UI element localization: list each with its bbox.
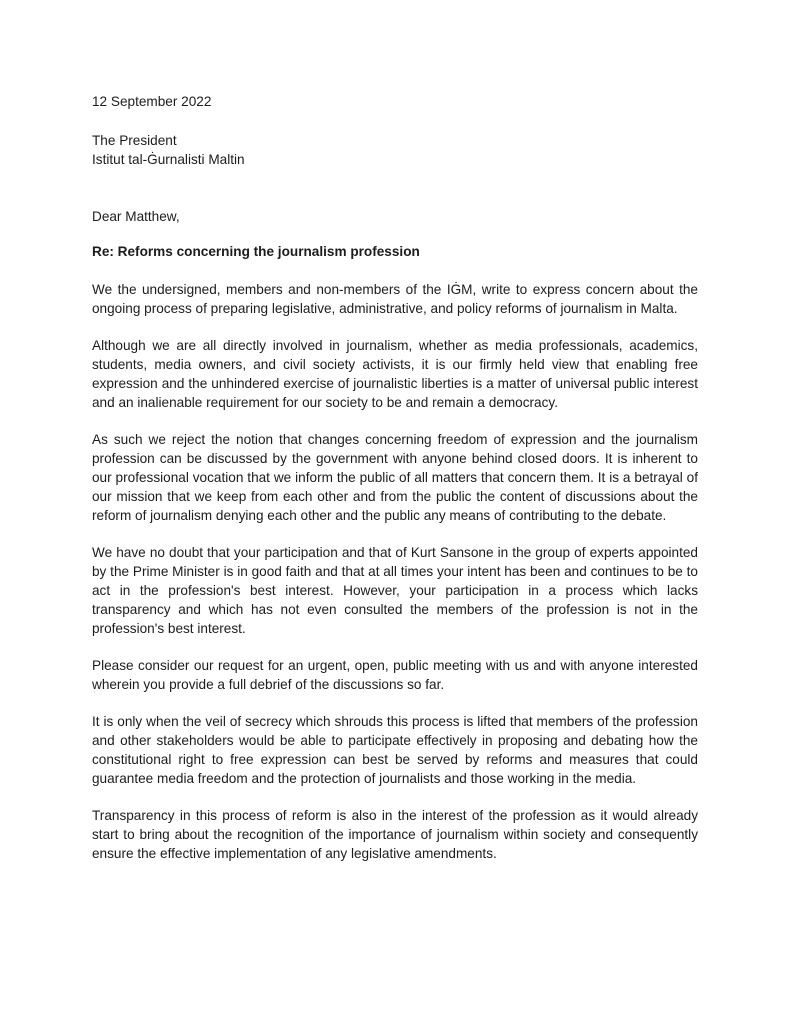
body-paragraph: Please consider our request for an urgent, open, public meeting with us and with anyone interested wherein you provide a full debrief of the discussions so far.	[92, 658, 698, 692]
recipient-block	[92, 131, 698, 169]
letter-date: 12 September 2022	[92, 94, 212, 109]
body-paragraph: It is only when the veil of secrecy which shrouds this process is lifted that members of the profession and other stakeholders would be able to participate effectively in proposing and debating how the constitutional right to free expression can best be served by reforms and measures that could guarantee media freedom and the protection of journalists and those working in the media.	[92, 714, 698, 786]
recipient-title: The President	[92, 133, 177, 148]
body-paragraph: Although we are all directly involved in journalism, whether as media professionals, academics, students, media owners, and civil society activists, it is our firmly held view that enabling free expression and the unhindered exercise of journalistic liberties is a matter of universal public interest and an inalienable requirement for our society to be and remain a democracy.	[92, 338, 698, 410]
body-paragraph: Transparency in this process of reform is also in the interest of the profession as it would already start to bring about the recognition of the importance of journalism within society and consequently ensure the effective implementation of any legislative amendments.	[92, 808, 698, 861]
salutation: Dear Matthew,	[92, 209, 180, 224]
body-paragraph: As such we reject the notion that changes concerning freedom of expression and the journalism profession can be discussed by the government with anyone behind closed doors. It is inherent to our professional vocation that we inform the public of all matters that concern them. It is a betrayal of our mission that we keep from each other and from the public the content of discussions about the reform of journalism denying each other and the public any means of contributing to the debate.	[92, 432, 698, 523]
subject-line: Re: Reforms concerning the journalism profession	[92, 244, 420, 259]
recipient-organisation: Istitut tal-Ġurnalisti Maltin	[92, 152, 245, 167]
body-paragraph: We the undersigned, members and non-members of the IĠM, write to express concern about the ongoing process of preparing legislative, administrative, and policy reforms of journalism in Malta.	[92, 282, 698, 316]
letter-content	[92, 92, 698, 863]
body-paragraph: We have no doubt that your participation and that of Kurt Sansone in the group of experts appointed by the Prime Minister is in good faith and that at all times your intent has been and continues to be to act in the profession's best interest. However, your participation in a process which lacks transparency and which has not even consulted the members of the profession is not in the profession's best interest.	[92, 545, 698, 636]
